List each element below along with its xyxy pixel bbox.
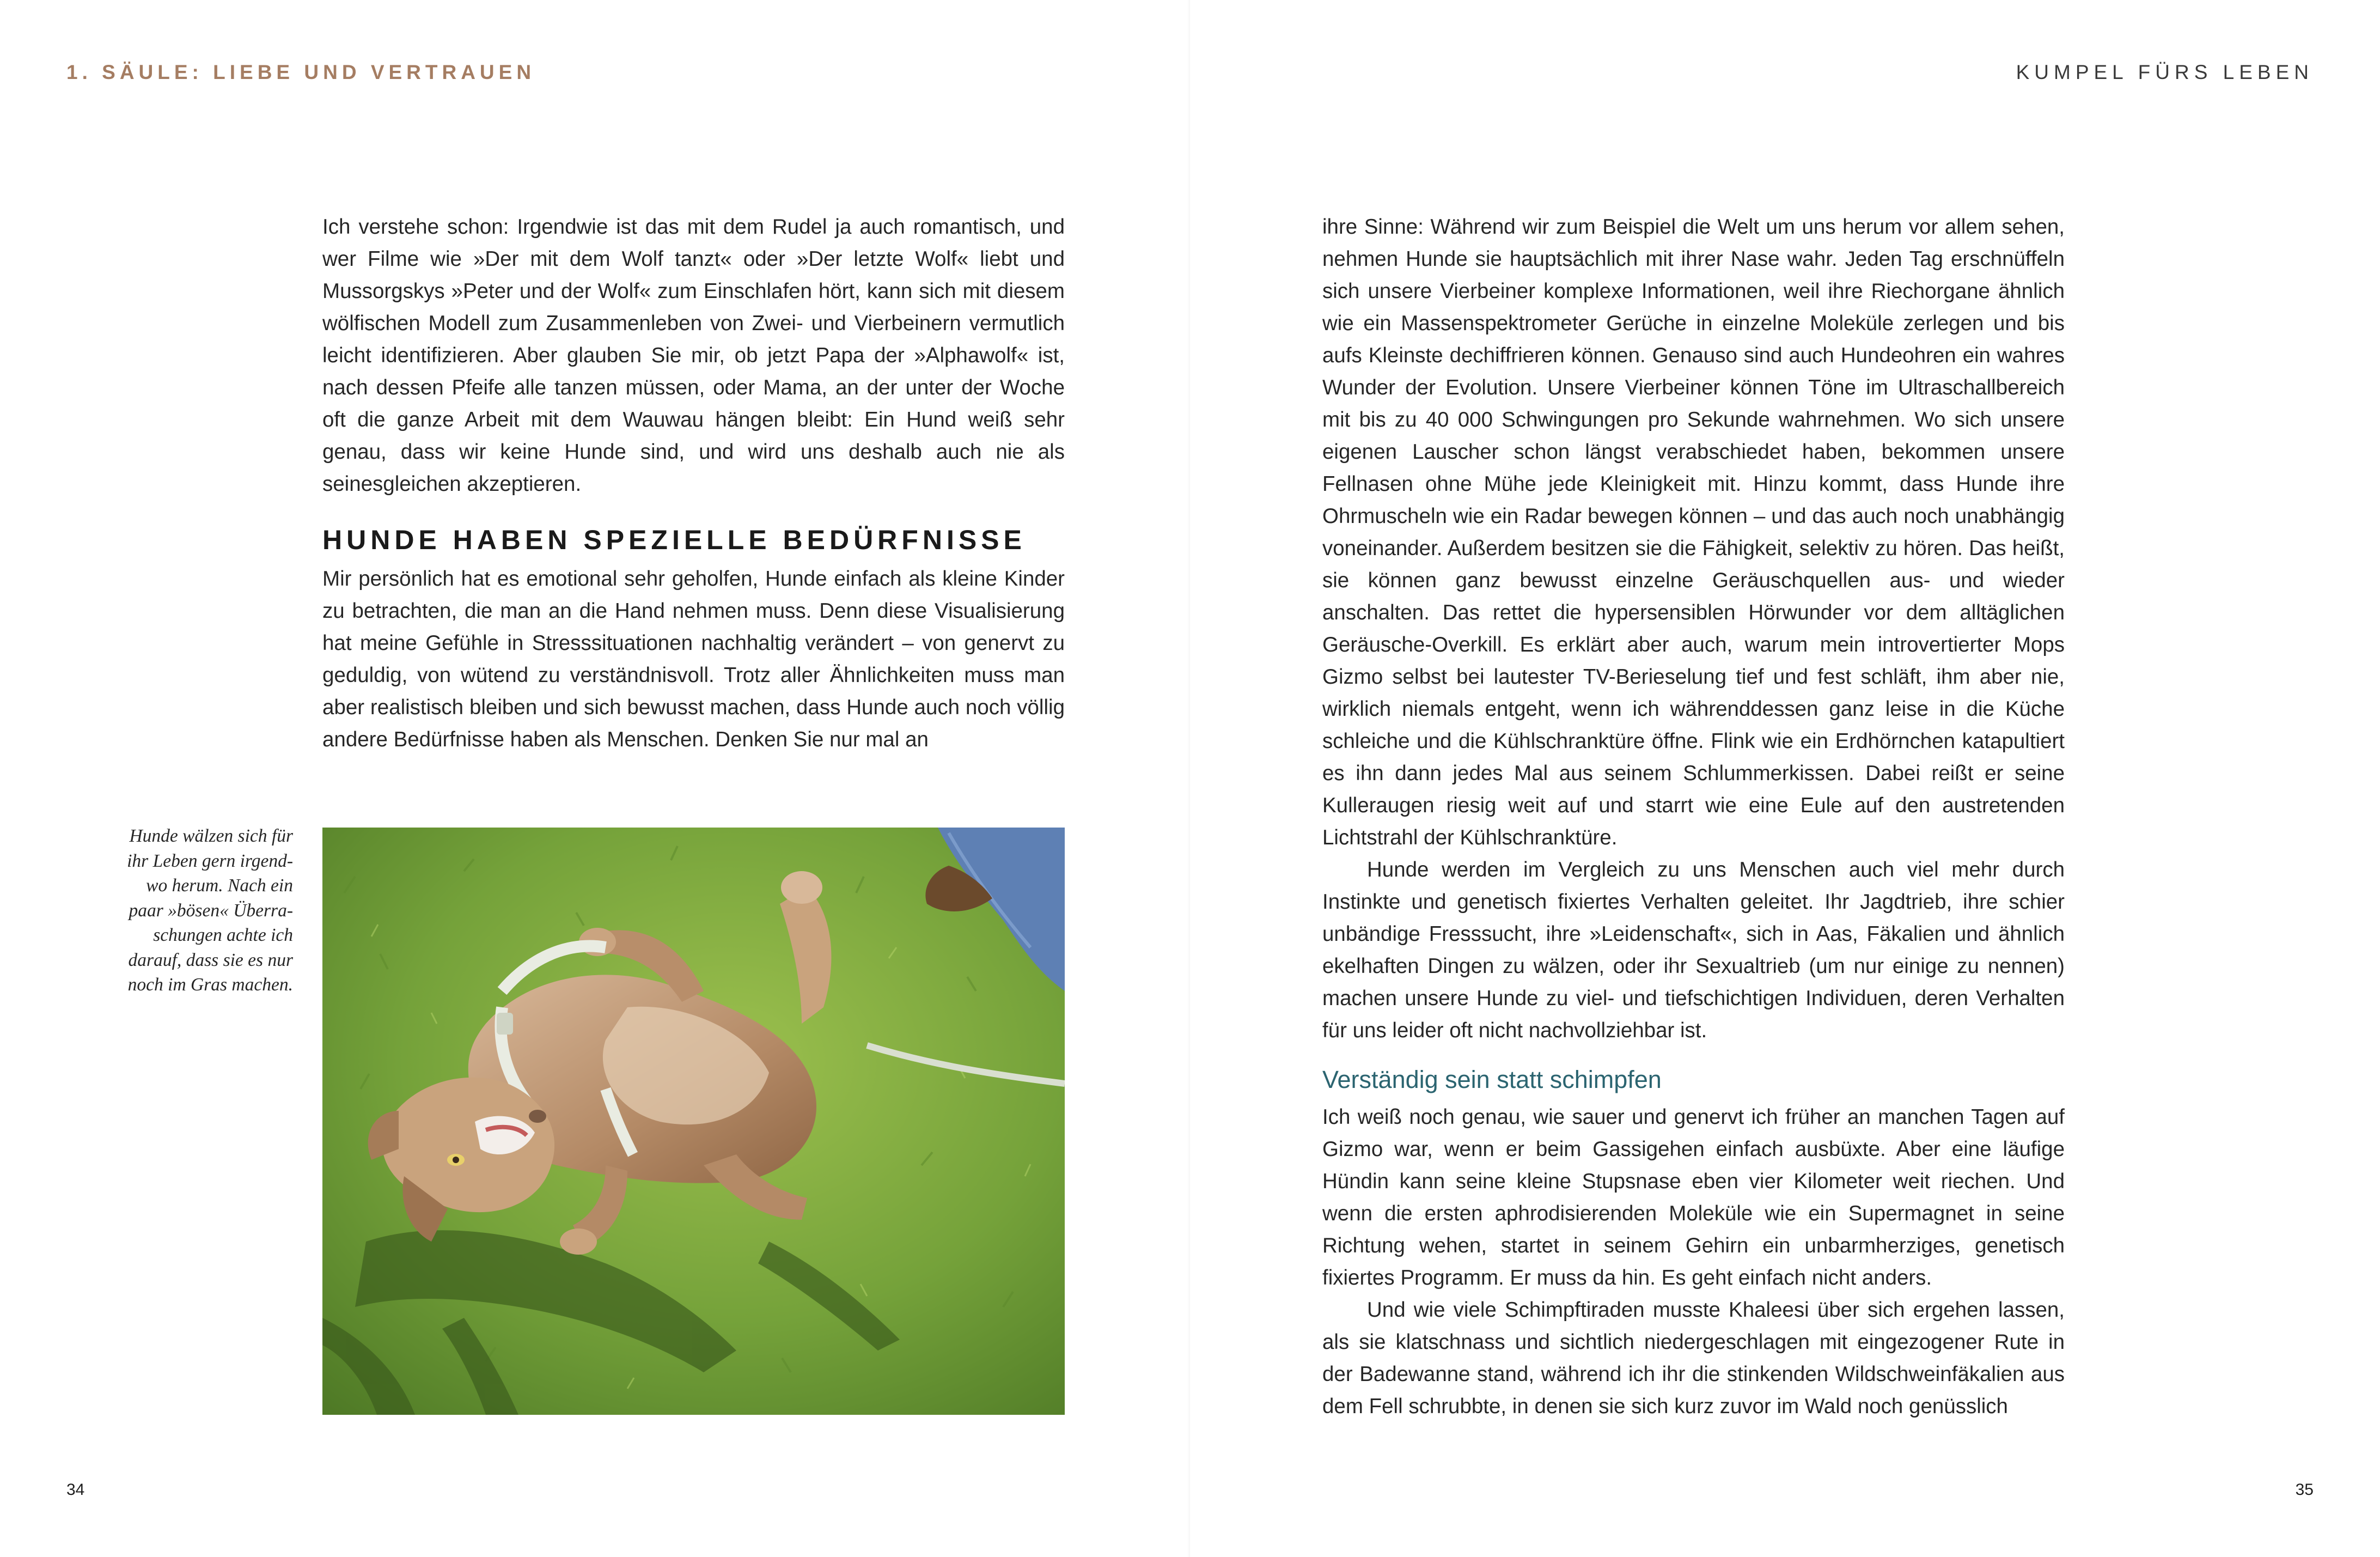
caption-line: noch im Gras machen. bbox=[127, 975, 293, 995]
caption-line: schungen achte ich bbox=[153, 925, 293, 945]
right-text-column bbox=[1322, 211, 2065, 1422]
running-head-right: KUMPEL FÜRS LEBEN bbox=[2016, 61, 2314, 83]
section-text-block bbox=[322, 563, 1065, 756]
photo-illustration bbox=[322, 828, 1065, 1415]
intro-text-block bbox=[322, 211, 1065, 500]
dog-rolling-in-grass-photo bbox=[322, 828, 1065, 1415]
right-paragraph-3: Ich weiß noch genau, wie sauer und genervt ich früher an manchen Tagen auf Gizmo war, wenn er beim Gassigehen einfach ausbüxte. Aber eine läufige Hündin kann seine kleine Stupsnase eben vier Kilometer weit riechen. Und wenn die ersten aphrodisierenden Moleküle wie ein Supermagnet in seine Richtung wehen, startet in seinem Gehirn ein unbarmherziges, genetisch fixiertes Programm. Er muss da hin. Es geht einfach nicht anders. bbox=[1322, 1105, 2065, 1290]
caption-line: wo herum. Nach ein bbox=[146, 875, 293, 896]
right-paragraph-2: Hunde werden im Vergleich zu uns Menschen auch viel mehr durch Instinkte und genetisch fixiertes Verhalten geleitet. Ihr Jagdtrieb, ihre schier unbändige Fresssucht, ihre »Leidenschaft«, sich in Aas, Fäkalien und ähnlich ekelhaften Dingen zu wälzen, oder ihr Sexualtrieb (um nur einige zu nennen) machen unsere Hunde zu viel- und tiefschichtigen Individuen, deren Verhalten für uns leider oft nicht nachvollziehbar ist. bbox=[1322, 858, 2065, 1042]
page-number-left: 34 bbox=[66, 1481, 85, 1499]
caption-line: Hunde wälzen sich für bbox=[129, 826, 293, 846]
right-paragraph-1: ihre Sinne: Während wir zum Beispiel die Welt um uns herum vor allem sehen, nehmen Hunde sie hauptsächlich mit ihrer Nase wahr. Jeden Tag erschnüffeln sich unsere Vierbeiner komplexe Informationen, weil ihre Riechorgane ähnlich wie ein Massenspektrometer Gerüche in einzelne Moleküle zerlegen und bis aufs Kleinste dechiffrieren können. Genauso sind auch Hundeohren ein wahres Wunder der Evolution. Unsere Vierbeiner können Töne im Ultraschallbereich mit bis zu 40 000 Schwingungen pro Sekunde wahrnehmen. Wo sich unsere eigenen Lauscher schon längst verabschiedet haben, bekommen unsere Fellnasen ohne Mühe jede Kleinigkeit mit. Hinzu kommt, dass Hunde ihre Ohrmuscheln wie ein Radar bewegen können – und das auch noch unabhängig voneinander. Außerdem besitzen sie die Fähigkeit, selektiv zu hören. Das heißt, sie können ganz bewusst einzelne Geräuschquellen aus- und wieder anschalten. Das rettet die hypersensiblen Hörwunder vor dem alltäglichen Geräusche-Overkill. Es erklärt aber auch, warum mein introvertierter Mops Gizmo selbst bei lautester TV-Berieselung tief und fest schläft, ihm aber nie, wirklich niemals entgeht, wenn ich währenddessen ganz leise in die Küche schleiche und die Kühlschranktüre öffne. Flink wie ein Erdhörnchen katapultiert es ihn dann jedes Mal aus seinem Schlummerkissen. Dabei reißt er seine Kulleraugen riesig weit auf und starrt wie eine Eule auf den austretenden Lichtstrahl der Kühlschranktüre. bbox=[1322, 215, 2065, 849]
caption-line: darauf, dass sie es nur bbox=[128, 950, 293, 970]
subheading: Verständig sein statt schimpfen bbox=[1322, 1066, 1662, 1093]
intro-paragraph: Ich verstehe schon: Irgendwie ist das mit dem Rudel ja auch romantisch, und wer Filme wie »Der mit dem Wolf tanzt« oder »Der letzte Wolf« liebt und Mussorgskys »Peter und der Wolf« zum Einschlafen hört, kann sich mit diesem wölfischen Modell zum Zusammenleben von Zwei- und Vierbeinern vermutlich leicht identifizieren. Aber glauben Sie mir, ob jetzt Papa der »Alphawolf« ist, nach dessen Pfeife alle tanzen müssen, oder Mama, an der unter der Woche oft die ganze Arbeit mit dem Wauwau hängen bleibt: Ein Hund weiß sehr genau, dass wir keine Hunde sind, und wird uns deshalb auch nie als seinesgleichen akzeptieren. bbox=[322, 215, 1065, 496]
running-head-left: 1. SÄULE: LIEBE UND VERTRAUEN bbox=[66, 61, 536, 83]
photo-caption bbox=[82, 824, 293, 998]
section-paragraph: Mir persönlich hat es emotional sehr geholfen, Hunde einfach als kleine Kinder zu betrachten, die man an die Hand nehmen muss. Denn diese Visualisierung hat meine Gefühle in Stresssituationen nachhaltig verändert – von genervt zu geduldig, von wütend zu verständnisvoll. Trotz aller Ähnlichkeiten muss man aber realistisch bleiben und sich bewusst machen, dass Hunde auch noch völlig andere Bedürfnisse haben als Menschen. Denken Sie nur mal an bbox=[322, 567, 1065, 751]
right-paragraph-4: Und wie viele Schimpftiraden musste Khaleesi über sich ergehen lassen, als sie klatschnass und sichtlich niedergeschlagen mit eingezogener Rute in der Badewanne stand, während ich ihr die stinkenden Wildschweinfäkalien aus dem Fell schrubbte, in denen sie sich kurz zuvor im Wald noch genüsslich bbox=[1322, 1298, 2065, 1418]
section-heading: HUNDE HABEN SPEZIELLE BEDÜRFNISSE bbox=[322, 525, 1026, 555]
caption-line: paar »bösen« Überra- bbox=[129, 900, 293, 921]
page-number-right: 35 bbox=[2295, 1481, 2314, 1499]
caption-line: ihr Leben gern irgend- bbox=[127, 850, 293, 871]
